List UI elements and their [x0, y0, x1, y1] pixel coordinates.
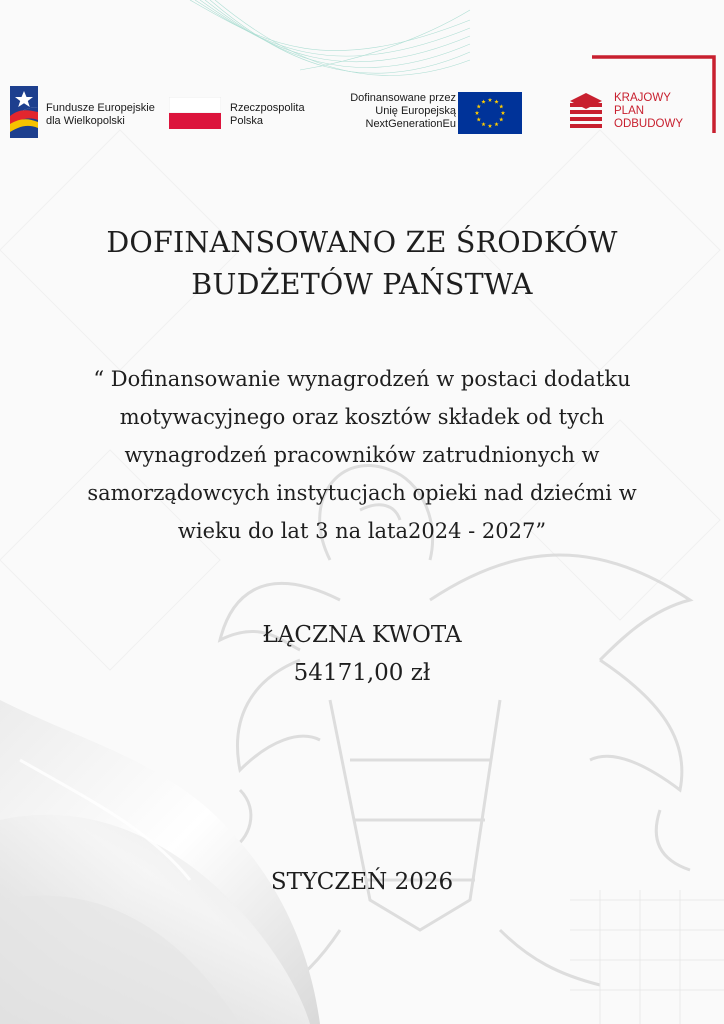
amount-value: 54171,00 zł	[293, 660, 431, 686]
ue-logo-text: Dofinansowane przez Unię Europejską NextGenerationEu	[350, 92, 456, 130]
eu-funds-logo-text: Fundusze Europejskie dla Wielkopolski	[46, 102, 155, 127]
date-line: STYCZEŃ 2026	[270, 869, 454, 895]
eu-funds-star-icon	[10, 86, 38, 138]
project-description: “ Dofinansowanie wynagrodzeń w postaci dodatku motywacyjnego oraz kosztów składek od tych wynagrodzeń pracowników zatrudnionych w samorządowcych instytucjach opieki nad dziećmi w wieku do lat 3 na lata2024 - 2027”	[87, 367, 637, 543]
eu-flag-icon	[458, 92, 522, 134]
silk-decoration	[0, 700, 320, 1024]
kpo-logo-text: KRAJOWY PLAN ODBUDOWY	[614, 92, 683, 130]
corner-grid	[570, 890, 724, 1024]
amount-label: ŁĄCZNA KWOTA	[262, 622, 462, 648]
logo-strip	[0, 0, 724, 150]
polish-flag-icon	[169, 97, 221, 129]
rp-logo-text: Rzeczpospolita Polska	[230, 102, 305, 127]
page-title: DOFINANSOWANO ZE ŚRODKÓW BUDŻETÓW PAŃSTWA	[106, 226, 618, 301]
